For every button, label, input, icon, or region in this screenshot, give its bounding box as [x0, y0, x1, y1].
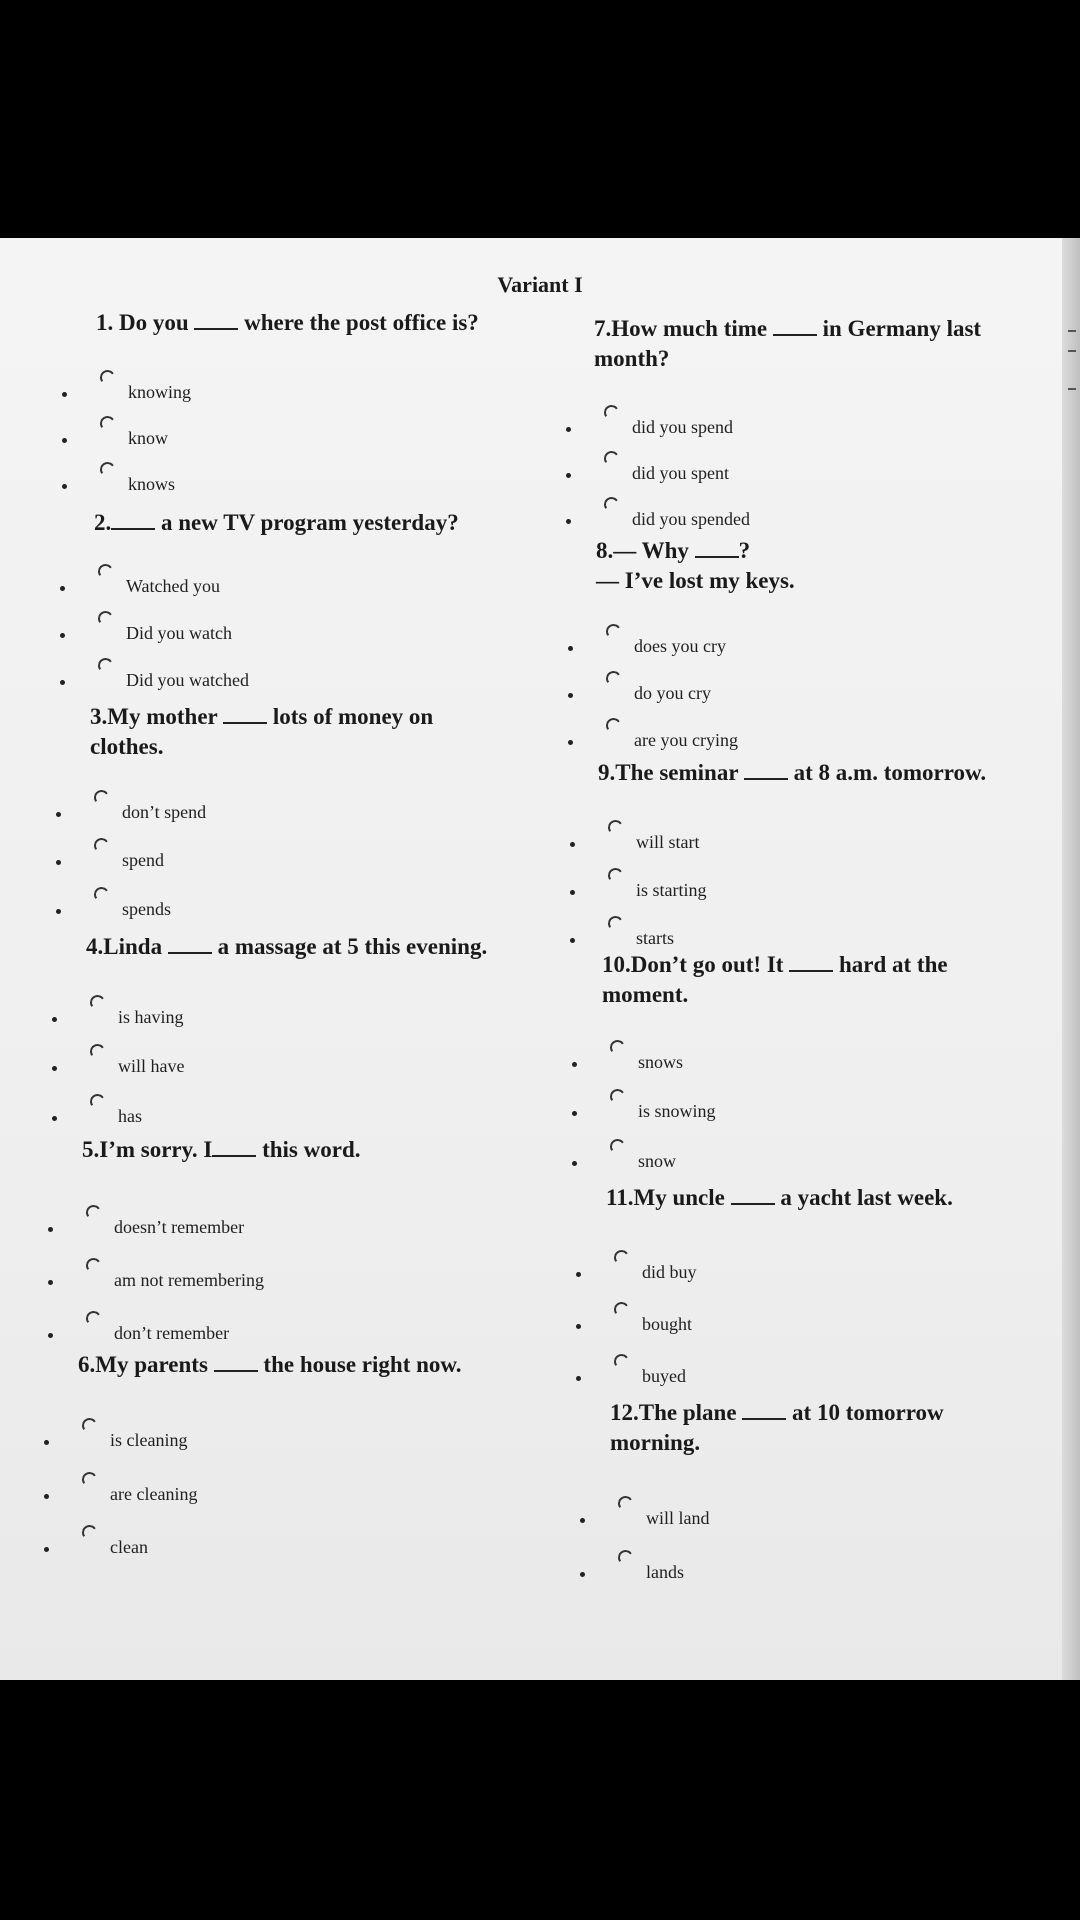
radio-icon[interactable]: [617, 1549, 634, 1566]
question-6: 6.My parents the house right now.: [78, 1352, 462, 1377]
radio-icon[interactable]: [97, 610, 114, 627]
radio-icon[interactable]: [97, 657, 114, 674]
radio-icon[interactable]: [607, 819, 624, 836]
radio-icon[interactable]: [605, 623, 622, 640]
radio-icon[interactable]: [93, 789, 110, 806]
radio-icon[interactable]: [89, 1093, 106, 1110]
radio-icon[interactable]: [605, 670, 622, 687]
question-7: 7.How much time in Germany last month?: [594, 316, 982, 371]
radio-icon[interactable]: [603, 496, 620, 513]
radio-icon[interactable]: [607, 867, 624, 884]
question-12: 12.The plane at 10 tomorrow morning.: [610, 1400, 944, 1455]
radio-icon[interactable]: [85, 1257, 102, 1274]
radio-icon[interactable]: [81, 1417, 98, 1434]
radio-icon[interactable]: [613, 1249, 630, 1266]
question-1: 1. Do you where the post office is?: [96, 310, 479, 335]
question-9: 9.The seminar at 8 a.m. tomorrow.: [598, 760, 987, 785]
worksheet-title: Variant I: [497, 272, 583, 297]
radio-icon[interactable]: [603, 404, 620, 421]
question-10: 10.Don’t go out! It hard at the moment.: [602, 952, 948, 1007]
radio-icon[interactable]: [99, 415, 116, 432]
radio-icon[interactable]: [607, 915, 624, 932]
radio-icon[interactable]: [603, 450, 620, 467]
question-8: 8.— Why ? — I’ve lost my keys.: [596, 538, 795, 593]
question-2: 2. a new TV program yesterday?: [94, 510, 459, 535]
radio-icon[interactable]: [89, 1043, 106, 1060]
worksheet-paper: Variant I 1. Do you where the post office is? knowing know knows 2. a new TV program yesterday? Watched you Did you watch Did you watched 3.My mother lots of money on clothes. don’t spend spend spends 4.Linda a massage at 5 this evening. is having will have has 5.I’m sorry. I this word. doesn’t remember am not remembering don’t remember 6.My parents the house right now. is cleaning are cleaning clean 7.How much time in Germany last month? did you spend did you spent did you spended 8.— Why ? — I’ve lost my keys. does you cry do you cry are you crying 9.The seminar at 8 a.m. tomorrow. will start is starting starts 10.Don’t go out! It hard at the moment. snows is snowing snow 11.My uncle a yacht last week. did buy bought buyed 12.The plane at 10 tomorrow morning. will land lands: [0, 238, 1080, 1680]
radio-icon[interactable]: [97, 563, 114, 580]
radio-icon[interactable]: [81, 1524, 98, 1541]
radio-icon[interactable]: [85, 1310, 102, 1327]
question-11: 11.My uncle a yacht last week.: [606, 1185, 953, 1210]
radio-icon[interactable]: [613, 1301, 630, 1318]
radio-icon[interactable]: [81, 1471, 98, 1488]
radio-icon[interactable]: [89, 994, 106, 1011]
radio-icon[interactable]: [99, 461, 116, 478]
radio-icon[interactable]: [605, 717, 622, 734]
question-3: 3.My mother lots of money on clothes.: [90, 704, 434, 759]
radio-icon[interactable]: [99, 369, 116, 386]
question-4: 4.Linda a massage at 5 this evening.: [86, 934, 488, 959]
radio-icon[interactable]: [93, 886, 110, 903]
radio-icon[interactable]: [609, 1088, 626, 1105]
radio-icon[interactable]: [609, 1039, 626, 1056]
radio-icon[interactable]: [85, 1204, 102, 1221]
radio-icon[interactable]: [613, 1353, 630, 1370]
radio-icon[interactable]: [617, 1495, 634, 1512]
page-edge: [1062, 238, 1080, 1680]
radio-icon[interactable]: [93, 837, 110, 854]
question-5: 5.I’m sorry. I this word.: [82, 1137, 361, 1162]
radio-icon[interactable]: [609, 1138, 626, 1155]
